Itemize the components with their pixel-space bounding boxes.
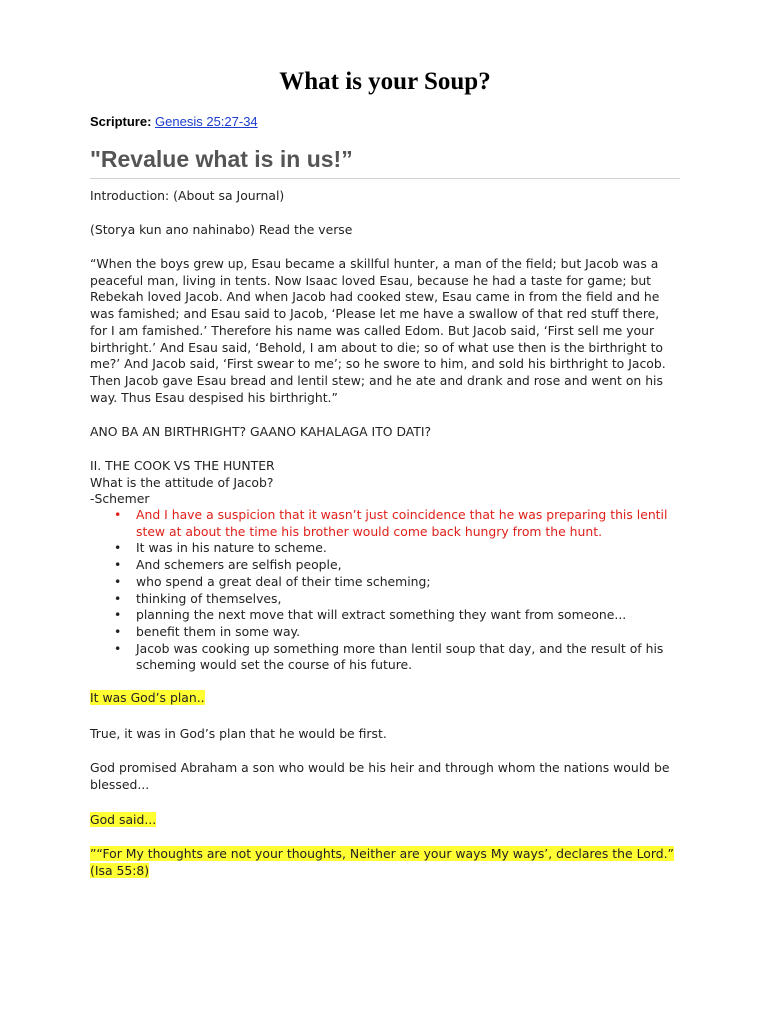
list-item: • benefit them in some way.: [114, 623, 301, 639]
highlighted-text: ”“For My thoughts are not your thoughts, Neither are your ways My ways’, declares the Lord.” (Isa 55:8): [90, 846, 674, 878]
scripture-link[interactable]: Genesis 25:27-34: [155, 114, 258, 129]
scripture-line: [90, 113, 258, 131]
bullet-icon: •: [114, 557, 122, 573]
bullet-icon: •: [114, 507, 122, 522]
list-item: • And schemers are selfish people,: [114, 557, 342, 573]
bullet-icon: •: [114, 540, 122, 556]
story-paragraph: (Storya kun ano nahinabo) Read the verse: [90, 222, 353, 237]
document-title: What is your Soup?: [279, 68, 491, 95]
list-item: • And I have a suspicion that it wasn’t just coincidence that he was preparing this lentil stew at about the time his brother would come back hungry from the hunt.: [114, 507, 668, 539]
bullet-icon: •: [114, 590, 122, 606]
list-item: • It was in his nature to scheme.: [114, 540, 327, 556]
section-heading: II. THE COOK VS THE HUNTER: [90, 458, 275, 473]
section-tag: -Schemer: [90, 491, 150, 507]
intro-paragraph: Introduction: (About sa Journal): [90, 188, 285, 203]
scripture-label: Scripture:: [90, 114, 152, 129]
list-item: • planning the next move that will extract something they want from someone...: [114, 607, 627, 623]
bullet-icon: •: [114, 640, 122, 656]
scheme-bullet-list: [90, 507, 680, 674]
promise-paragraph: God promised Abraham a son who would be his heir and through whom the nations would be blessed...: [90, 760, 670, 792]
sermon-subtitle: "Revalue what is in us!”: [90, 144, 680, 179]
highlighted-text: God said...: [90, 812, 157, 827]
bullet-icon: •: [114, 573, 122, 589]
birthright-question: ANO BA AN BIRTHRIGHT? GAANO KAHALAGA ITO DATI?: [90, 424, 432, 439]
verse-paragraph: “When the boys grew up, Esau became a skillful hunter, a man of the field; but Jacob was a peaceful man, living in tents. Now Isaac loved Esau, because he had a taste for game; but Rebekah loved Jacob. And when Jacob had cooked stew, Esau came in from the field and he was famished; and Esau said to Jacob, ‘Please let me have a swallow of that red stuff there, for I am famished.’ Therefore his name was called Edom. But Jacob said, ‘First sell me your birthright.’ And Esau said, ‘Behold, I am about to die; so of what use then is the birthright to me?’ And Jacob said, ‘First swear to me’; so he swore to him, and sold his birthright to Jacob. Then Jacob gave Esau bread and lentil stew; and he ate and drank and rose and went on his way. Thus Esau despised his birthright.”: [90, 256, 666, 405]
isaiah-quote: [90, 846, 680, 879]
list-item: • thinking of themselves,: [114, 590, 282, 606]
bullet-icon: •: [114, 607, 122, 623]
list-item: • who spend a great deal of their time scheming;: [114, 573, 431, 589]
true-plan-paragraph: True, it was in God’s plan that he would be first.: [90, 726, 387, 741]
highlighted-text: It was God’s plan..: [90, 690, 205, 705]
god-said-line: [90, 812, 680, 829]
bullet-icon: •: [114, 623, 122, 639]
gods-plan-line: [90, 690, 680, 707]
section-question: What is the attitude of Jacob?: [90, 474, 274, 490]
list-item: • Jacob was cooking up something more than lentil soup that day, and the result of his scheming would set the course of his future.: [114, 640, 664, 673]
